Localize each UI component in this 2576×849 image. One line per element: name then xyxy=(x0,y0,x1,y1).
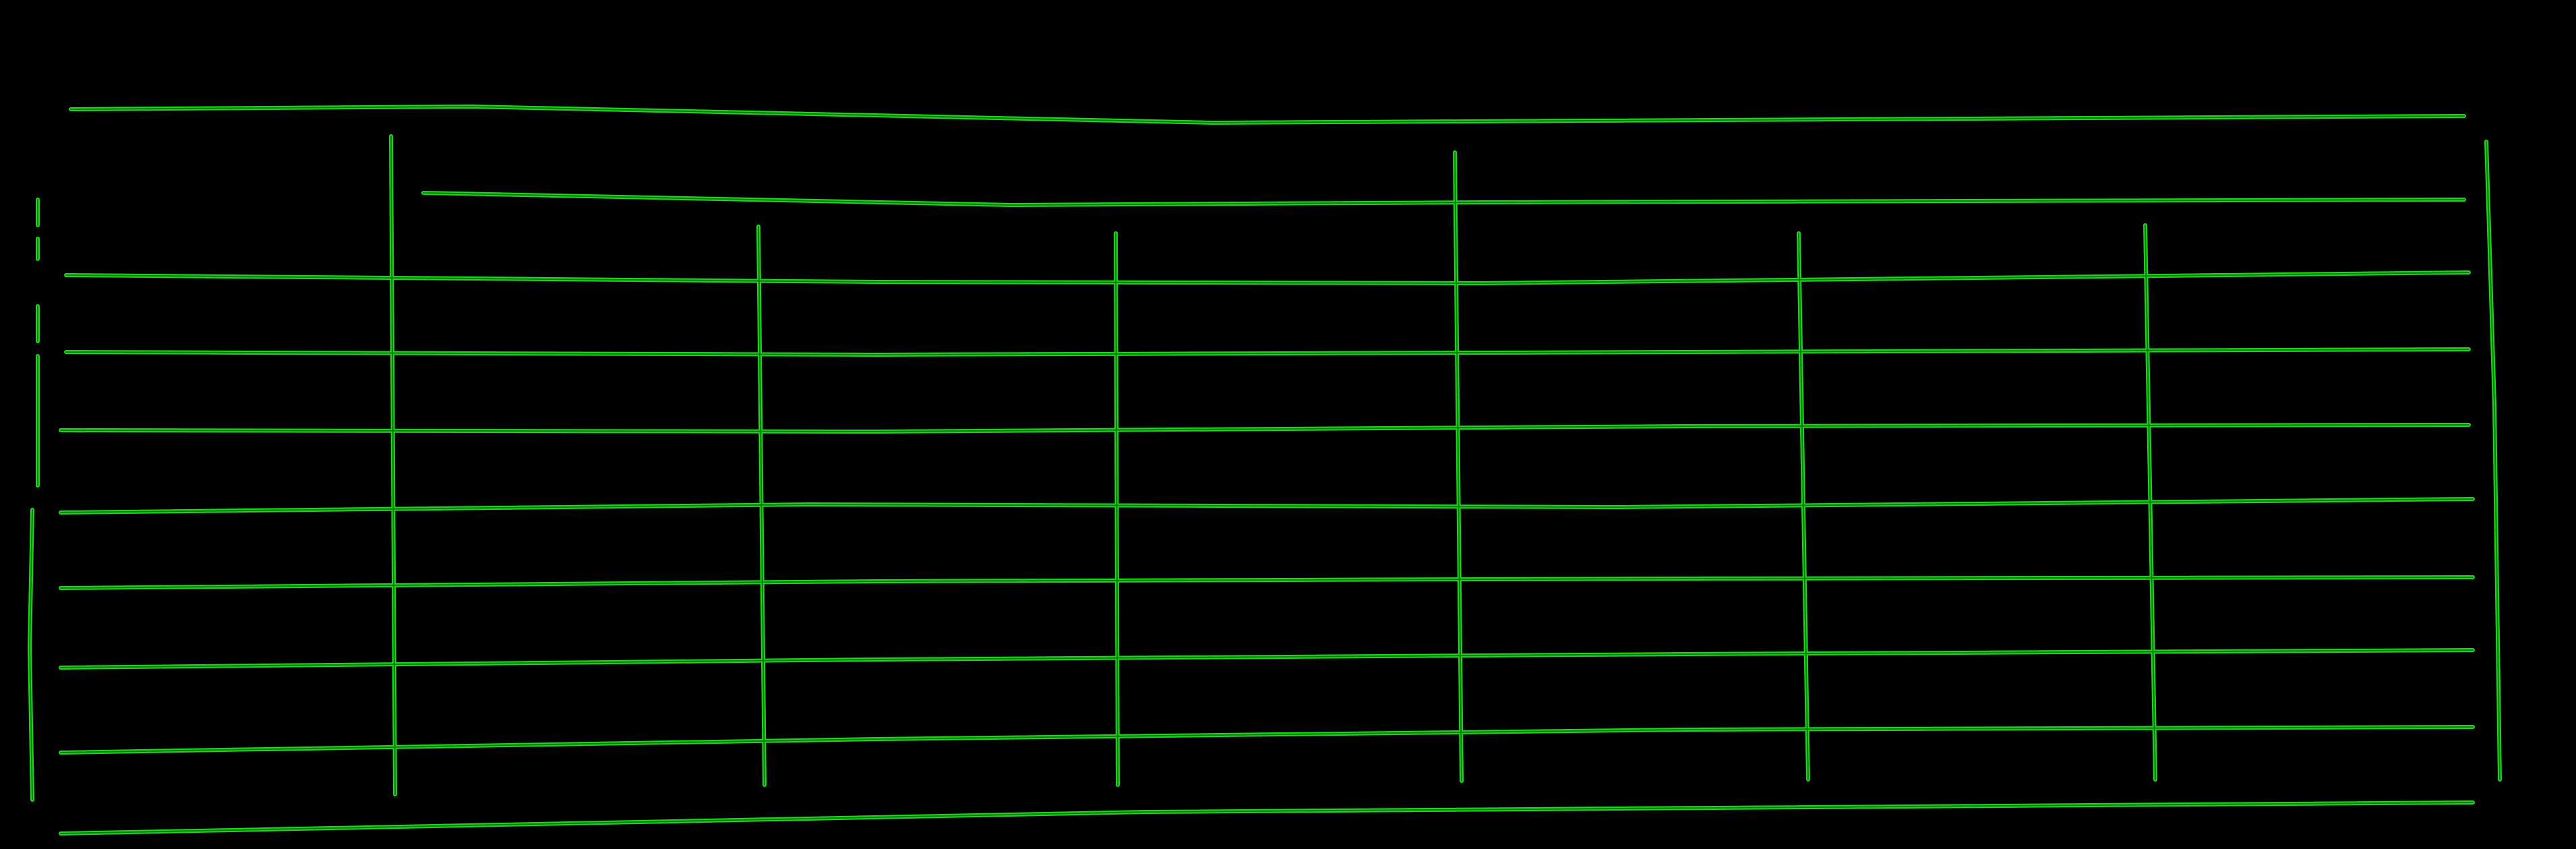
grid-lines-inner xyxy=(30,107,2500,833)
row-line-6 xyxy=(61,650,2473,668)
top-frame-line xyxy=(71,107,2464,123)
bottom-frame-line xyxy=(61,802,2473,833)
grid-lines-outer xyxy=(30,107,2500,833)
row-line-5 xyxy=(61,577,2473,588)
column-line-4 xyxy=(1455,152,1462,781)
row-line-7 xyxy=(61,727,2473,753)
top-frame-line xyxy=(71,107,2464,123)
bottom-frame-line xyxy=(61,802,2473,833)
row-line-7 xyxy=(61,727,2473,753)
